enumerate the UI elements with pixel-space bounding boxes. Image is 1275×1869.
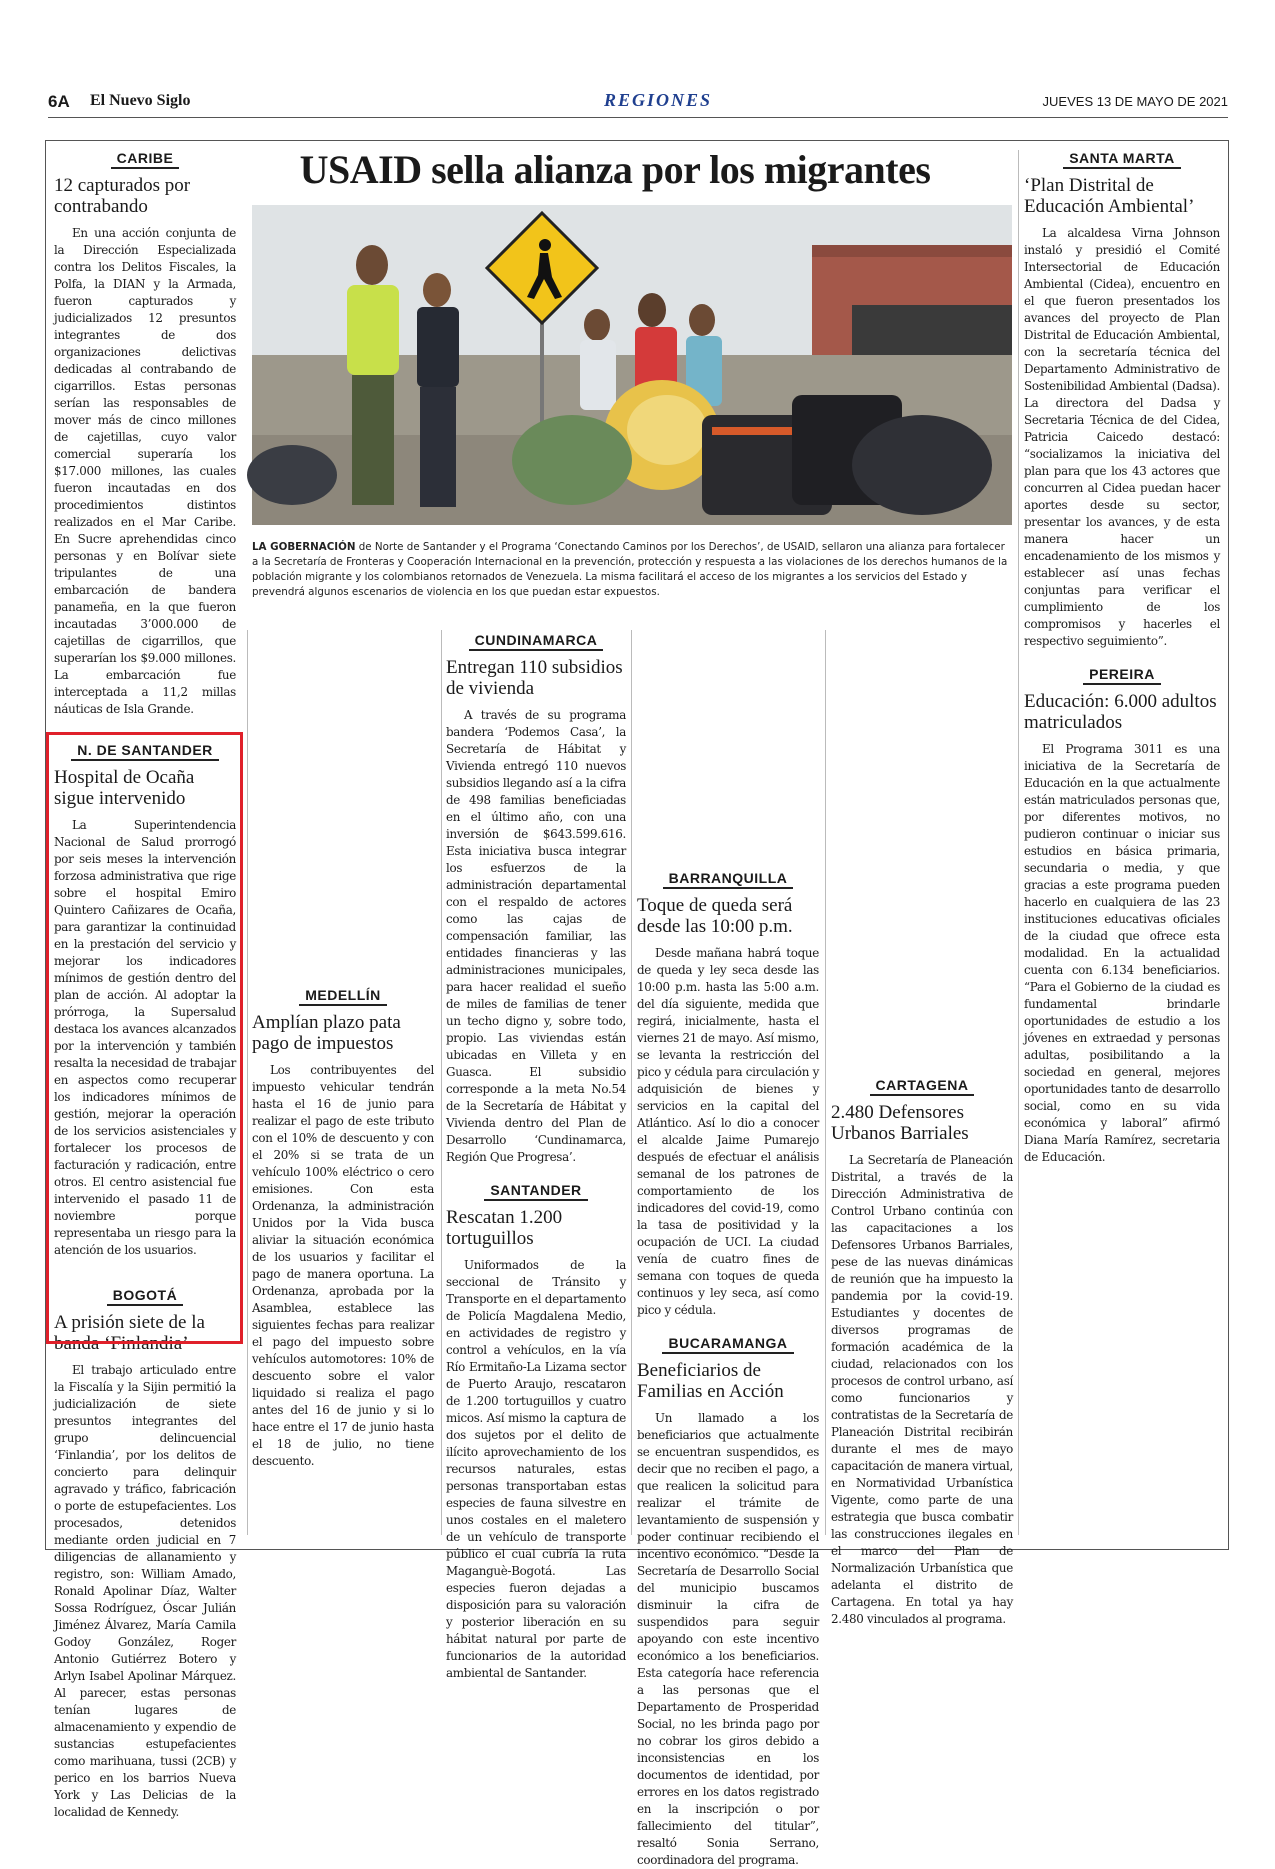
column-separator (441, 630, 442, 1535)
newspaper-name: El Nuevo Siglo (90, 92, 191, 109)
article-barranquilla (637, 868, 819, 1319)
kicker-cundinamarca: CUNDINAMARCA (469, 632, 604, 651)
kicker-santander: SANTANDER (484, 1182, 587, 1201)
headline-caribe: 12 capturados por contrabando (54, 175, 191, 217)
headline-santa-marta: ‘Plan Distrital de Educación Ambiental’ (1024, 175, 1195, 217)
body-cartagena: La Secretaría de Planeación Distrital, a través de la Dirección Administrativa de Control Urbano continúa con las capacitaciones a los Defensores Urbanos Barriales, pese de las nuevas dinámicas de reunión que ha impuesto la pandemia por la covid-19. Estudiantes y docentes de diversos programas de formación académica de la ciudad, relacionados con los procesos de control urbano, así como funcionarios y contratistas de la Secretaría de Planeación Distrital recibirán durante el mes de mayo capacitación de manera virtual, en Normatividad Urbanística Vigente, como parte de una estrategia que busca combatir las construcciones ilegales en el marco del Plan de Normalización Urbanística que adelanta el distrito de Cartagena. En total ya hay 2.480 vinculados al programa. (831, 1153, 1013, 1626)
article-caribe (54, 148, 236, 718)
body-santander: Uniformados de la seccional de Tránsito y Transporte en el departamento de Policía Magdalena Medio, en actividades de registro y control a vehículos, en la vía Río Ermitaño-La Lizama sector de Puerto Araujo, rescataron de 1.200 tortuguillos y cuatro micos. Así mismo la captura de dos sujetos por el delito de ilícito aprovechamiento de los recursos naturales, estas personas transportaban estas especies de fauna silvestre en unos costales en el maletero de un vehículo de transporte público el cual cubría la ruta Maganguè-Bogotá. Las especies fueron dejadas a disposición para su valoración y posterior liberación en su hábitat natural por parte de funcionarios de la autoridad ambiental de Santander. (446, 1258, 626, 1680)
headline-cartagena: 2.480 Defensores Urbanos Barriales (831, 1102, 969, 1144)
column-3 (446, 630, 626, 1680)
issue-date: JUEVES 13 DE MAYO DE 2021 (1042, 94, 1228, 109)
section-name: REGIONES (603, 90, 713, 110)
column-6 (1024, 148, 1220, 1543)
article-santa-marta (1024, 148, 1220, 650)
column-separator (631, 630, 632, 1535)
kicker-barranquilla: BARRANQUILLA (663, 870, 794, 889)
photo-caption (252, 540, 1012, 600)
headline-barranquilla: Toque de queda será desde las 10:00 p.m. (637, 895, 793, 937)
migrants-scene-illustration (252, 205, 1012, 525)
column-2 (252, 985, 434, 1543)
kicker-norte-de-santander: N. DE SANTANDER (71, 742, 219, 761)
kicker-bogota: BOGOTÁ (107, 1287, 183, 1306)
body-norte-de-santander: La Superintendencia Nacional de Salud prorrogó por seis meses la intervención forzosa administrativa que rige sobre el hospital Emiro Quintero Cañizares de Ocaña, para garantizar la continuidad en la prestación del servicio y mejorar los indicadores mínimos de gestión dentro del plan de acción. Al adoptar la prórroga, la Supersalud destaca los avances alcanzados por la intervención y también resalta la necesidad de trabajar en aspectos como recuperar los indicadores mínimos de gestión, mejorar la operación de los servicios asistenciales y fortalecer los procesos de facturación y radicación, entre otros. El centro asistencial fue intervenido el pasado 11 de noviembre porque representaba un riesgo para la atención de los usuarios. (54, 818, 236, 1257)
masthead (48, 90, 1228, 118)
body-santa-marta: La alcaldesa Virna Johnson instaló y presidió el Comité Intersectorial de Educación Ambiental (Cidea), encuentro en el que fueron presentados los avances del proyecto de Plan Distrital de Educación Ambiental, con la secretaría técnica del Departamento Administrativo de Sostenibilidad Ambiental (Dadsa). La directora del Dadsa y Secretaria Técnica de del Cidea, Patricia Caicedo destacó: “socializamos la iniciativa del plan para que los 43 actores que concurren al Cidea puedan hacer aportes desde su sector, presentar los avances, y de esta manera hacer un encadenamiento de los mismos y establecer así unas fechas conjuntas para verificar el cumplimiento de los compromisos y hacerles el respectivo seguimiento”. (1024, 226, 1220, 648)
article-bogota (54, 1285, 236, 1821)
kicker-caribe: CARIBE (111, 150, 180, 169)
headline-norte-de-santander: Hospital de Ocaña sigue intervenido (54, 767, 195, 809)
body-cundinamarca: A través de su programa bandera ‘Podemos Casa’, la Secretaría de Hábitat y Vivienda entregó 110 nuevos subsidios llegando así a la cifra de 498 familias beneficiadas en el último año, con una inversión de $643.599.616. Esta iniciativa busca integrar los esfuerzos de la administración departamental con el respaldo de actores como las cajas de compensación familiar, las entidades financieras y las administraciones municipales, para hacer realidad el sueño de miles de familias de tener un techo digno y, sobre todo, propio. Las viviendas están ubicadas en Villeta y en Guasca. El subsidio corresponde a la meta No.54 de la Secretaría de Hábitat y Vivienda dentro del Plan de Desarrollo ‘Cundinamarca, Región Que Progresa’. (446, 708, 626, 1164)
headline-bogota: A prisión siete de la banda ‘Finlandia’ (54, 1312, 205, 1354)
caption-lead: LA GOBERNACIÓN (252, 541, 356, 553)
body-caribe: En una acción conjunta de la Dirección Especializada contra los Delitos Fiscales, la Polfa, la DIAN y la Armada, fueron capturados y judicializados 12 presuntos integrantes de dos organizaciones delictivas dedicadas al contrabando de cigarrillos. Estas personas serían las responsables de mover más de cinco millones de cajetillas, cuyo valor comercial superaría los $17.000 millones, las cuales fueron incautadas en dos procedimientos distintos realizados en el Mar Caribe. En Sucre aprehendidas cinco personas y en Bolívar siete tripulantes de una embarcación de bandera panameña, en la que fueron incautadas 3’000.000 de cajetillas de cigarrillos, que superarían los $9.000 millones. La embarcación fue interceptada a 11,2 millas náuticas de Isla Grande. (54, 226, 236, 716)
article-santander (446, 1180, 626, 1682)
article-medellin (252, 985, 434, 1470)
headline-medellin: Amplían plazo pata pago de impuestos (252, 1012, 401, 1054)
kicker-bucaramanga: BUCARAMANGA (662, 1335, 793, 1354)
column-separator (1018, 150, 1019, 1535)
body-bogota: El trabajo articulado entre la Fiscalía y la Sijin permitió la judicialización de siete presuntos integrantes del grupo delincuencial ‘Finlandia’, por los delitos de concierto para delinquir agravado y tráfico, fabricación o porte de estupefacientes. Los procesados, detenidos mediante orden judicial en 7 diligencias de allanamiento y registro, son: William Amado, Ronald Apolinar Díaz, Walter Sossa Rodríguez, Óscar Julián Jiménez Álvarez, María Camila Godoy González, Roger Antonio Gutiérrez Botero y Arlyn Isabel Apolinar Márquez. Al parecer, estas personas tenían lugares de almacenamiento y expendio de sustancias estupefacientes como marihuana, tussi (2CB) y perico en los barrios Nueva York y Las Delicias de la localidad de Kennedy. (54, 1363, 236, 1819)
column-separator (247, 630, 248, 1535)
body-bucaramanga: Un llamado a los beneficiarios que actualmente se encuentran suspendidos, es decir que no reciben el pago, a que realicen la solicitud para realizar el trámite de levantamiento de suspensión y poder continuar recibiendo el incentivo económico. “Desde la Secretaría de Desarrollo Social del municipio buscamos disminuir la cifra de suspendidos para seguir apoyando con este incentivo económico a los beneficiarios. Esta categoría hace referencia a las personas que el Departamento de Prosperidad Social, no les brinda pago por no cobrar los giros debido a inconsistencias en los documentos de identidad, por errores en los datos registrado en la inscripción o por fallecimiento del titular”, resaltó Sonia Serrano, coordinadora del programa. (637, 1411, 819, 1867)
kicker-pereira: PEREIRA (1083, 666, 1161, 685)
column-5 (831, 1075, 1013, 1626)
headline-santander: Rescatan 1.200 tortuguillos (446, 1207, 563, 1249)
article-bucaramanga (637, 1333, 819, 1869)
main-photo (252, 205, 1012, 525)
page-number: 6A (48, 92, 70, 111)
main-headline: USAID sella alianza por los migrantes (299, 147, 931, 192)
caption-text: de Norte de Santander y el Programa ‘Conectando Caminos por los Derechos’, de USAID, sellaron una alianza para fortalecer a la Secretaría de Fronteras y Cooperación Internacional en la prevención, protección y respuesta a las violaciones de los derechos humanos de la población migrante y los colombianos retornados de Venezuela. La misma facilitará el acceso de los migrantes a los servicios del Estado y prevendrá algunos escenarios de violencia en los que puedan estar expuestos. (252, 541, 1008, 598)
article-cartagena (831, 1075, 1013, 1628)
headline-pereira: Educación: 6.000 adultos matriculados (1024, 691, 1217, 733)
column-4 (637, 868, 819, 1867)
headline-cundinamarca: Entregan 110 subsidios de vivienda (446, 657, 623, 699)
highlight-box (46, 732, 243, 1344)
kicker-cartagena: CARTAGENA (870, 1077, 975, 1096)
kicker-santa-marta: SANTA MARTA (1063, 150, 1181, 169)
body-barranquilla: Desde mañana habrá toque de queda y ley seca desde las 10:00 p.m. hasta las 5:00 a.m. del día siguiente, medida que regirá, inicialmente, hasta el viernes 21 de mayo. Así mismo, se levanta la restricción del pico y cédula para circulación y adquisición de bienes y servicios en la capital del Atlántico. Así lo dio a conocer el alcalde Jaime Pumarejo después de efectuar el análisis semanal de los patrones de comportamiento de los indicadores del covid-19, como la tasa de positividad y la ocupación de UCI. La ciudad venía de cuatro fines de semana con toques de queda continuos y ley seca, así como pico y cédula. (637, 946, 819, 1317)
headline-bucaramanga: Beneficiarios de Familias en Acción (637, 1360, 784, 1402)
kicker-medellin: MEDELLÍN (299, 987, 387, 1006)
column-separator (825, 630, 826, 1535)
article-pereira (1024, 664, 1220, 1166)
body-pereira: El Programa 3011 es una iniciativa de la Secretaría de Educación en la que actualmente están matriculados personas que, por diferentes motivos, no pudieron continuar o iniciar sus estudios en básica primaria, secundaria o media, y que gracias a este programa pueden hacerlo en cualquiera de las 23 instituciones educativas oficiales de la ciudad que ofrece esta modalidad. En la actualidad cuenta con 6.134 beneficiarios. “Para el Gobierno de la ciudad es fundamental brindarle oportunidades de estudio a los jóvenes en extraedad y personas adultas, posibilitando a la sociedad en general, mejores oportunidades tanto de desarrollo social, como en su vida económica y laboral” afirmó Diana María Ramírez, secretaria de Educación. (1024, 742, 1220, 1164)
article-cundinamarca (446, 630, 626, 1166)
body-medellin: Los contribuyentes del impuesto vehicular tendrán hasta el 16 de junio para realizar el pago de este tributo con el 10% de descuento y con el 20% si se trata de un vehículo 100% eléctrico o cero emisiones. Con esta Ordenanza, la administración Unidos por la Vida busca aliviar la situación económica de los usuarios y facilitar el pago de manera oportuna. La Ordenanza, aprobada por la Asamblea, establece las siguientes fechas para realizar el pago del impuesto sobre vehículos automotores: 10% de descuento sobre el valor liquidado si realiza el pago antes del 16 de junio y si lo hace entre el 17 de junio hasta el 18 de julio, no tiene descuento. (252, 1063, 434, 1468)
